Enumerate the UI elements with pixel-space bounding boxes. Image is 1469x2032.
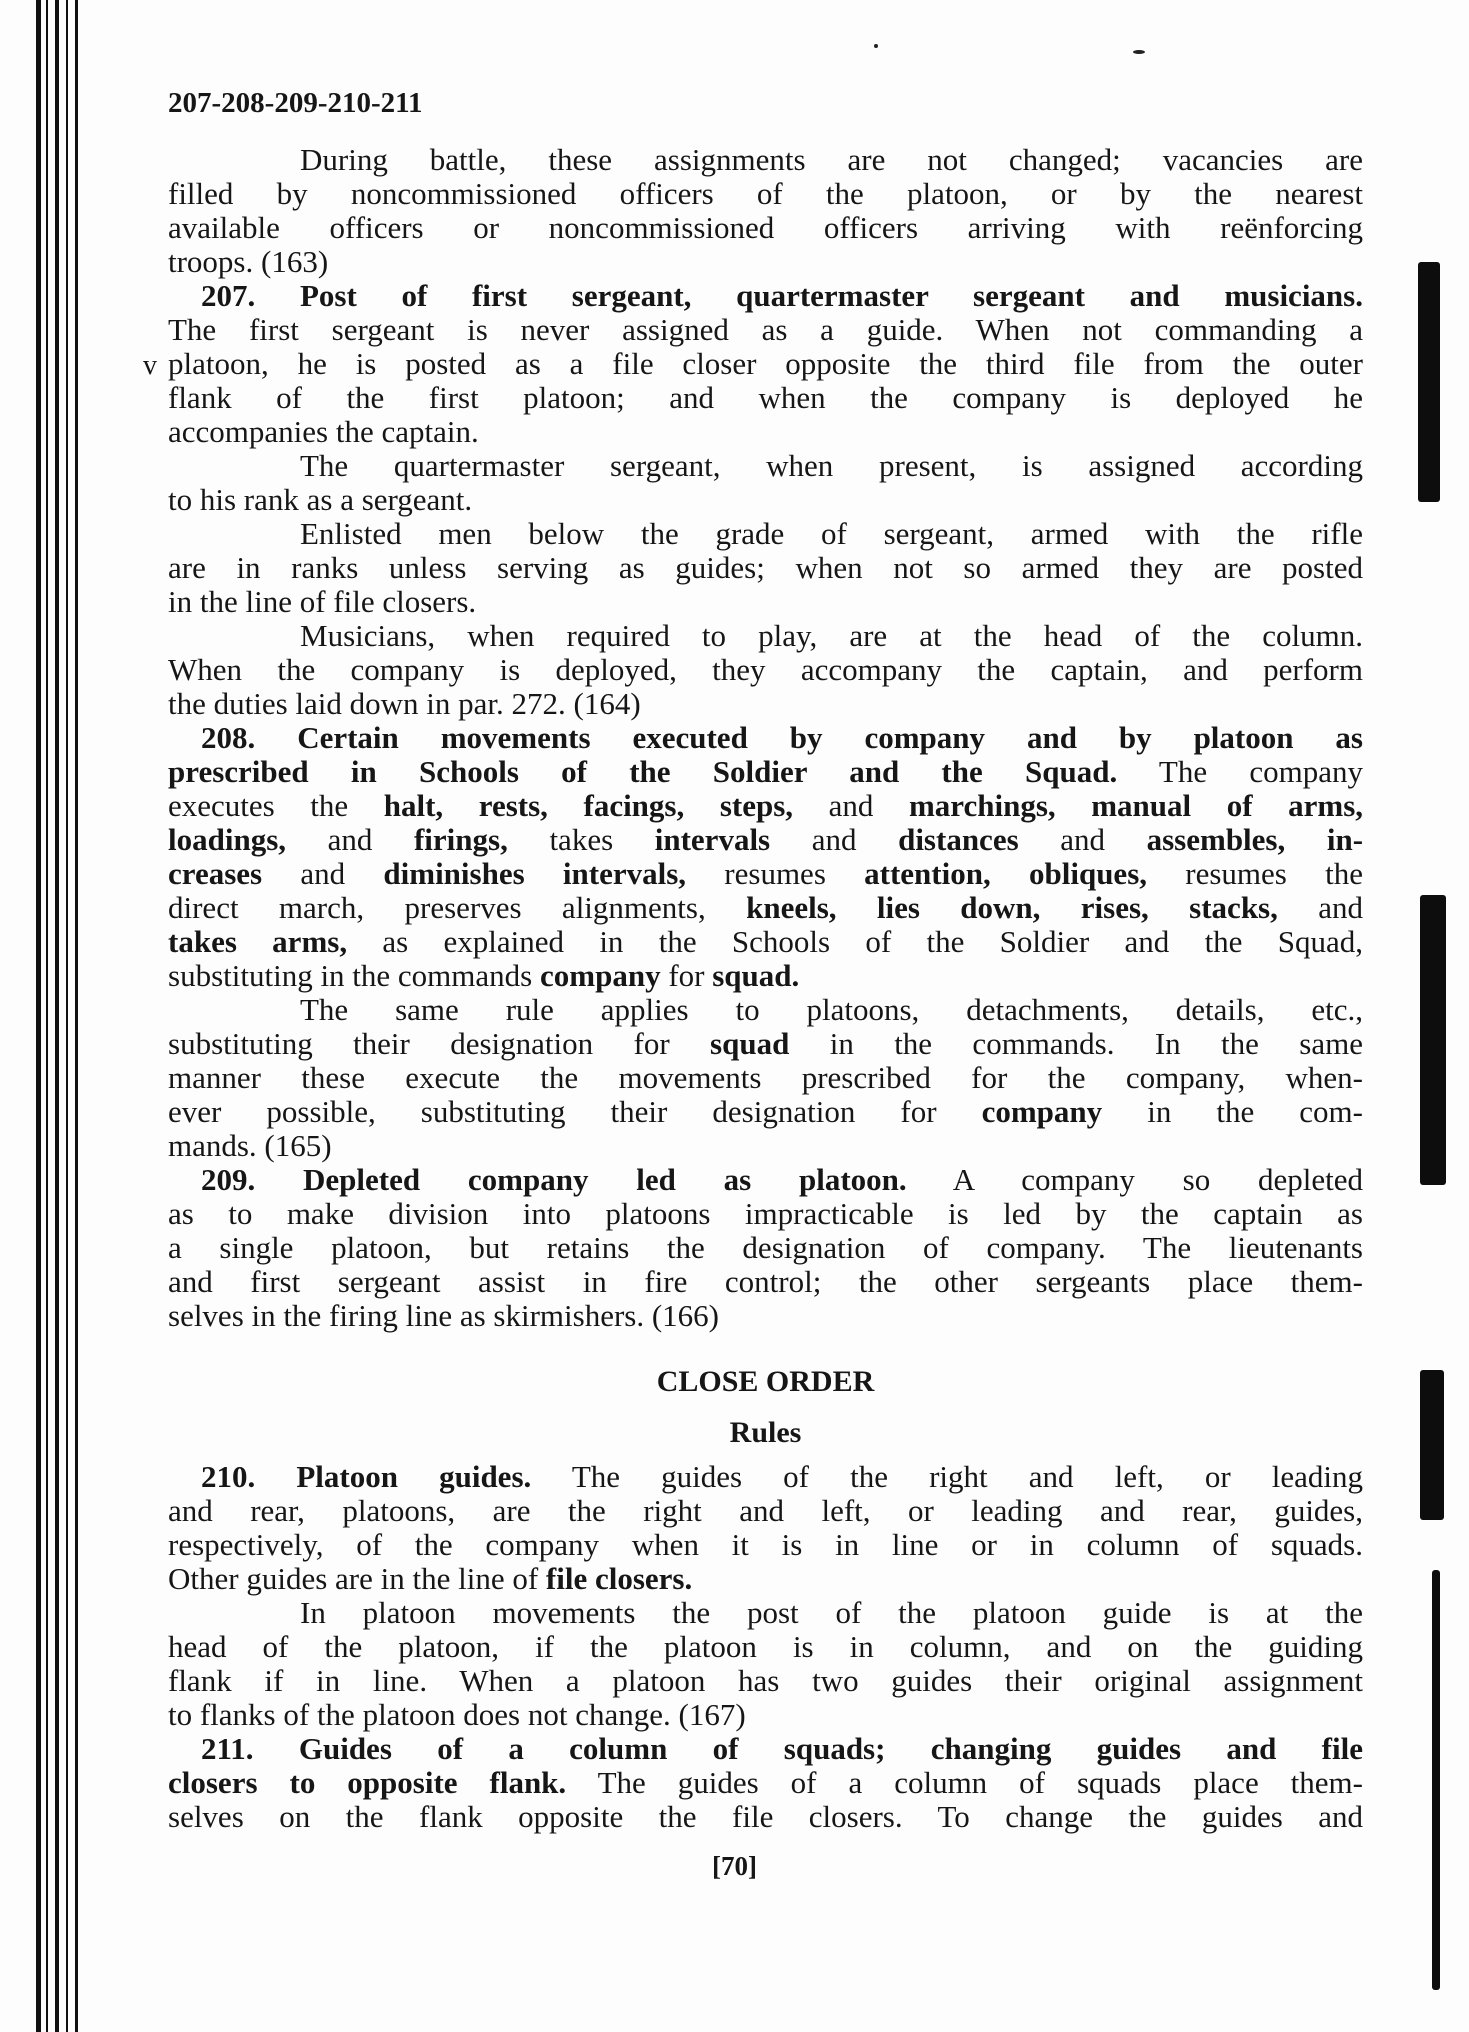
text-run: Musicians, when required to play, are at the head of the column. <box>300 618 1363 653</box>
text-line <box>168 551 1363 585</box>
text-run: and <box>770 822 899 857</box>
text-run: During battle, these assignments are not changed; vacancies are <box>300 142 1363 177</box>
text-run: filled by noncommissioned officers of the platoon, or by the nearest <box>168 176 1363 211</box>
text-run: as to make division into platoons impracticable is led by the captain as <box>168 1196 1363 1231</box>
text-line <box>168 925 1363 959</box>
text-line <box>168 143 1363 177</box>
text-line <box>168 1800 1363 1834</box>
bold-run: prescribed in Schools of the Soldier and the Squad. <box>168 754 1118 789</box>
text-run: The company <box>1117 754 1363 789</box>
text-run: Other guides are in the line of <box>168 1561 546 1596</box>
text-line <box>168 959 1363 993</box>
bold-run: firings, <box>413 822 508 857</box>
text-run: takes <box>507 822 655 857</box>
section-heading: CLOSE ORDER <box>656 1365 875 1398</box>
text-line <box>168 755 1363 789</box>
bold-run: squad <box>710 1026 790 1061</box>
text-line <box>168 313 1363 347</box>
bold-run: 210. Platoon guides. <box>201 1459 532 1494</box>
text-run: and <box>262 856 384 891</box>
text-line <box>168 789 1363 823</box>
text-run: A company so depleted <box>906 1162 1363 1197</box>
text-run: and <box>1277 890 1364 925</box>
bold-run: kneels, lies down, rises, stacks, <box>746 890 1278 925</box>
text-run: and <box>286 822 414 857</box>
text-line <box>168 823 1363 857</box>
text-line <box>168 245 1363 279</box>
binding-line <box>55 0 59 2032</box>
text-line <box>168 1562 1363 1596</box>
speck <box>874 44 878 48</box>
text-line <box>168 1299 1363 1333</box>
text-line <box>168 1664 1363 1698</box>
text-run: as explained in the Schools of the Soldier and the Squad, <box>347 924 1363 959</box>
text-line <box>168 415 1363 449</box>
text-line <box>168 619 1363 653</box>
bold-run: halt, rests, facings, steps, <box>383 788 794 823</box>
bold-run: assembles, in- <box>1146 822 1364 857</box>
text-line <box>168 1197 1363 1231</box>
bold-run: 208. Certain movements executed by company and by platoon as <box>201 720 1363 755</box>
text-line <box>168 449 1363 483</box>
section-header: 207-208-209-210-211 <box>168 87 423 119</box>
page-body <box>168 143 1363 1834</box>
text-run: In platoon movements the post of the platoon guide is at the <box>300 1595 1363 1630</box>
text-run: manner these execute the movements prescribed for the company, when- <box>168 1060 1363 1095</box>
text-run: substituting their designation for <box>168 1026 711 1061</box>
page-number: [70] <box>712 1851 757 1881</box>
bold-run: squad. <box>712 958 800 993</box>
text-run: selves on the flank opposite the file closers. To change the guides and <box>168 1799 1363 1834</box>
binding-line <box>75 0 78 2032</box>
text-run: and rear, platoons, are the right and left, or leading and rear, guides, <box>168 1493 1363 1528</box>
text-line <box>168 211 1363 245</box>
bold-run: 209. Depleted company led as platoon. <box>201 1162 907 1197</box>
text-run: The first sergeant is never assigned as a guide. When not commanding a <box>168 312 1363 347</box>
text-line <box>168 1095 1363 1129</box>
text-line <box>168 1596 1363 1630</box>
text-line <box>168 721 1363 755</box>
binding-line <box>66 0 68 2032</box>
text-line <box>168 381 1363 415</box>
text-line <box>168 1231 1363 1265</box>
margin-check-mark: v <box>143 350 157 381</box>
bold-run: closers to opposite flank. <box>168 1765 567 1800</box>
text-run: resumes <box>686 856 865 891</box>
text-line <box>168 1061 1363 1095</box>
text-run: are in ranks unless serving as guides; when not so armed they are posted <box>168 550 1363 585</box>
text-run: and first sergeant assist in fire control; the other sergeants place them- <box>168 1264 1363 1299</box>
text-run: in the commands. In the same <box>789 1026 1363 1061</box>
text-run: respectively, of the company when it is in line or in column of squads. <box>168 1527 1363 1562</box>
text-run: selves in the firing line as skirmishers. (166) <box>168 1298 720 1333</box>
text-line <box>168 1630 1363 1664</box>
text-line <box>168 1163 1363 1197</box>
text-run: flank of the first platoon; and when the company is deployed he <box>168 380 1363 415</box>
text-run: for <box>660 958 713 993</box>
text-line <box>168 993 1363 1027</box>
bold-run: distances <box>898 822 1019 857</box>
text-run: troops. (163) <box>168 244 329 279</box>
text-line <box>168 857 1363 891</box>
text-line <box>168 177 1363 211</box>
text-run: The quartermaster sergeant, when present, is assigned according <box>300 448 1363 483</box>
text-line <box>168 279 1363 313</box>
bold-run: takes arms, <box>168 924 348 959</box>
text-run: resumes the <box>1147 856 1363 891</box>
text-run: substituting in the commands <box>168 958 540 993</box>
bold-run: 211. Guides of a column of squads; changing guides and file <box>201 1731 1363 1766</box>
text-run: The same rule applies to platoons, detachments, details, etc., <box>300 992 1363 1027</box>
text-run: When the company is deployed, they accompany the captain, and perform <box>168 652 1363 687</box>
bold-run: marchings, manual of arms, <box>908 788 1364 823</box>
text-run: and <box>793 788 909 823</box>
speck <box>1133 50 1145 54</box>
edge-mark <box>1420 895 1446 1185</box>
text-line <box>168 1129 1363 1163</box>
text-line <box>168 653 1363 687</box>
bold-run: 207. Post of first sergeant, quartermaster sergeant and musicians. <box>201 278 1363 313</box>
text-run: to his rank as a sergeant. <box>168 482 473 517</box>
text-line <box>168 1766 1363 1800</box>
text-run: The guides of the right and left, or leading <box>531 1459 1364 1494</box>
binding-line <box>36 0 41 2032</box>
text-run: in the com- <box>1102 1094 1363 1129</box>
text-run: the duties laid down in par. 272. (164) <box>168 686 641 721</box>
text-line <box>168 1265 1363 1299</box>
text-line <box>168 1460 1363 1494</box>
text-run: in the line of file closers. <box>168 584 477 619</box>
bold-run: diminishes intervals, <box>383 856 687 891</box>
text-run: flank if in line. When a platoon has two guides their original assignment <box>168 1663 1363 1698</box>
text-run: platoon, he is posted as a file closer opposite the third file from the outer <box>168 346 1363 381</box>
text-run: direct march, preserves alignments, <box>168 890 747 925</box>
bold-run: intervals <box>654 822 771 857</box>
bold-run: creases <box>168 856 263 891</box>
text-line <box>168 1494 1363 1528</box>
text-line <box>168 1698 1363 1732</box>
text-run: to flanks of the platoon does not change. (167) <box>168 1697 746 1732</box>
bold-run: company <box>981 1094 1103 1129</box>
edge-mark <box>1432 1570 1440 1990</box>
text-line <box>168 585 1363 619</box>
text-run: ever possible, substituting their designation for <box>168 1094 982 1129</box>
text-run: mands. (165) <box>168 1128 332 1163</box>
text-run: and <box>1018 822 1147 857</box>
bold-run: loadings, <box>168 822 287 857</box>
text-line <box>168 517 1363 551</box>
text-run: accompanies the captain. <box>168 414 479 449</box>
text-run: executes the <box>168 788 384 823</box>
text-run: head of the platoon, if the platoon is in column, and on the guiding <box>168 1629 1363 1664</box>
text-line <box>168 687 1363 721</box>
bold-run: attention, obliques, <box>864 856 1148 891</box>
text-line <box>168 1732 1363 1766</box>
text-run: a single platoon, but retains the designation of company. The lieutenants <box>168 1230 1363 1265</box>
text-line <box>168 1027 1363 1061</box>
text-run: Enlisted men below the grade of sergeant, armed with the rifle <box>300 516 1363 551</box>
text-line <box>168 483 1363 517</box>
edge-mark <box>1418 262 1440 502</box>
edge-mark <box>1420 1370 1444 1520</box>
section-heading: Rules <box>729 1416 802 1449</box>
text-line <box>168 347 1363 381</box>
bold-run: file closers. <box>545 1561 693 1596</box>
bold-run: company <box>540 958 661 993</box>
binding-line <box>46 0 48 2032</box>
text-run: available officers or noncommissioned officers arriving with reënforcing <box>168 210 1363 245</box>
text-line <box>168 891 1363 925</box>
text-line <box>168 1528 1363 1562</box>
text-run: The guides of a column of squads place them- <box>566 1765 1363 1800</box>
